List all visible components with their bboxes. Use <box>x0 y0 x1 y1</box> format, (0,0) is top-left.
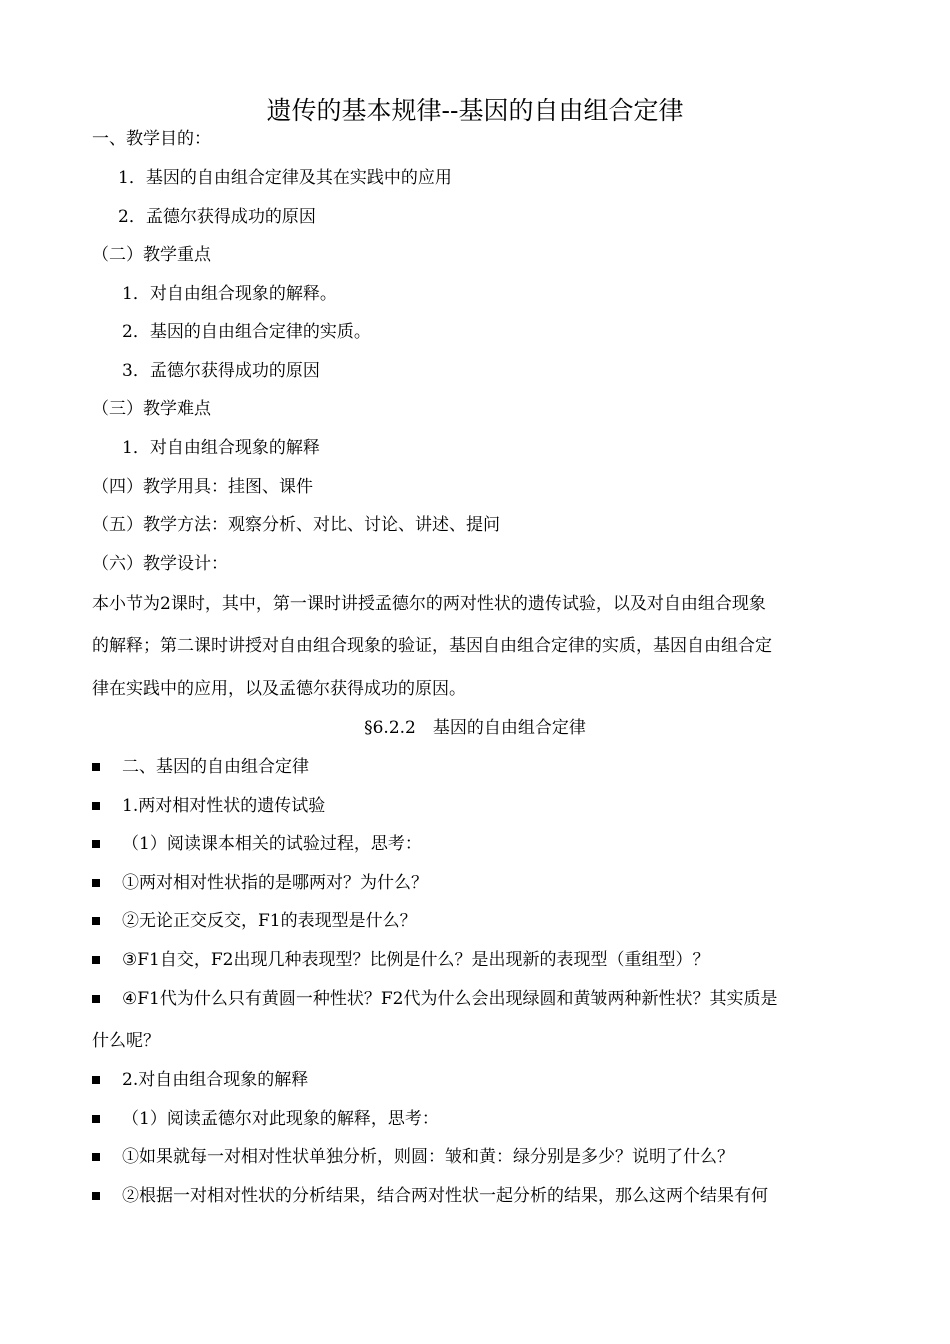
bullet-icon <box>92 1192 100 1200</box>
bullet-item: 二、基因的自由组合定律 <box>92 755 309 779</box>
design-paragraph-line: 的解释；第二课时讲授对自由组合现象的验证，基因自由组合定律的实质，基因自由组合定 <box>92 636 772 656</box>
key-point-item: 3．孟德尔获得成功的原因 <box>122 361 320 381</box>
design-paragraph-line: 律在实践中的应用，以及孟德尔获得成功的原因。 <box>92 679 466 699</box>
objective-item: 2．孟德尔获得成功的原因 <box>118 207 316 227</box>
section-difficulties: （三）教学难点 <box>92 399 211 419</box>
key-point-item: 1．对自由组合现象的解释。 <box>122 284 337 304</box>
bullet-item: ②根据一对相对性状的分析结果，结合两对性状一起分析的结果，那么这两个结果有何 <box>92 1184 768 1208</box>
section-key-points: （二）教学重点 <box>92 245 211 265</box>
difficulty-item: 1．对自由组合现象的解释 <box>122 438 320 458</box>
bullet-item: （1）阅读课本相关的试验过程，思考： <box>92 832 422 856</box>
bullet-icon <box>92 956 100 964</box>
key-point-item: 2．基因的自由组合定律的实质。 <box>122 322 371 342</box>
bullet-icon <box>92 802 100 810</box>
bullet-icon <box>92 1076 100 1084</box>
bullet-icon <box>92 995 100 1003</box>
document-title: 遗传的基本规律--基因的自由组合定律 <box>266 96 684 125</box>
bullet-item: ②无论正交反交，F1的表现型是什么？ <box>92 909 417 933</box>
section-tools: （四）教学用具：挂图、课件 <box>92 477 313 497</box>
bullet-icon <box>92 1115 100 1123</box>
bullet-icon <box>92 917 100 925</box>
bullet-item: ①两对相对性状指的是哪两对？为什么？ <box>92 871 428 895</box>
bullet-icon <box>92 763 100 771</box>
bullet-item: （1）阅读孟德尔对此现象的解释，思考： <box>92 1107 439 1131</box>
objective-item: 1．基因的自由组合定律及其在实践中的应用 <box>118 168 452 188</box>
bullet-item: ④F1代为什么只有黄圆一种性状？F2代为什么会出现绿圆和黄皱两种新性状？其实质是 <box>92 987 777 1011</box>
bullet-icon <box>92 1153 100 1161</box>
bullet-item: ③F1自交，F2出现几种表现型？比例是什么？是出现新的表现型（重组型）？ <box>92 948 709 972</box>
section-heading: §6.2.2 基因的自由组合定律 <box>364 718 586 738</box>
bullet-continuation: 什么呢？ <box>92 1031 160 1051</box>
bullet-icon <box>92 879 100 887</box>
bullet-icon <box>92 840 100 848</box>
bullet-item: 1.两对相对性状的遗传试验 <box>92 794 325 818</box>
bullet-item: ①如果就每一对相对性状单独分析，则圆：皱和黄：绿分别是多少？说明了什么？ <box>92 1145 734 1169</box>
section-methods: （五）教学方法：观察分析、对比、讨论、讲述、提问 <box>92 515 500 535</box>
section-design: （六）教学设计： <box>92 554 228 574</box>
bullet-item: 2.对自由组合现象的解释 <box>92 1068 308 1092</box>
section-objectives: 一、教学目的： <box>92 129 211 149</box>
design-paragraph-line: 本小节为2课时，其中，第一课时讲授孟德尔的两对性状的遗传试验，以及对自由组合现象 <box>92 594 766 614</box>
